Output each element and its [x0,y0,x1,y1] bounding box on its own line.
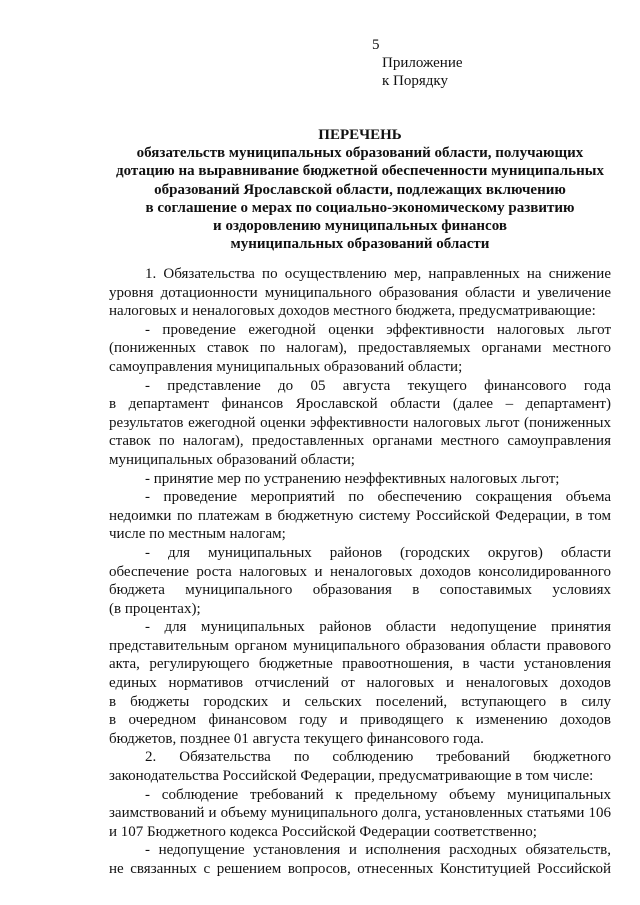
body-line: в департамент финансов Ярославской области (далее – департамент) [109,396,611,413]
body-line: представительным органом муниципального образования области правового [109,637,611,654]
document-body [109,265,611,879]
body-line: уровня дотационности муниципального образования области и увеличение [109,284,611,301]
body-line: - для муниципальных районов области недопущение принятия [145,619,611,636]
body-line: бюджета муниципального образования в сопоставимых условиях [109,582,611,599]
body-line: в бюджеты городских и сельских поселений, вступающего в силу [109,693,611,710]
body-line: и 107 Бюджетного кодекса Российской Федерации соответственно; [109,823,537,840]
page-number: 5 [372,37,380,53]
appendix-line-2: к Порядку [382,73,448,89]
body-line: (пониженных ставок по налогам), предоставляемых органами местного [109,340,611,357]
body-line: числе по местным налогам; [109,526,286,543]
body-line: - принятие мер по устранению неэффективных налоговых льгот; [145,470,560,487]
body-line: - проведение ежегодной оценки эффективности налоговых льгот [145,321,611,338]
heading-line: и оздоровлению муниципальных финансов [213,218,507,235]
heading-line: обязательств муниципальных образований области, получающих [136,145,584,162]
body-line: - проведение мероприятий по обеспечению сокращения объема [145,489,611,506]
body-line: 2. Обязательства по соблюдению требований бюджетного [145,749,611,766]
heading-title: ПЕРЕЧЕНЬ [318,127,402,143]
body-line: обеспечение роста налоговых и неналоговых доходов консолидированного [109,563,611,580]
body-line: заимствований и объему муниципального долга, установленных статьями 106 [109,805,611,822]
body-line: акта, регулирующего бюджетные правоотношения, в части установления [109,656,611,673]
heading-line: в соглашение о мерах по социально-экономическому развитию [145,199,575,216]
body-line: (в процентах); [109,600,201,617]
heading-line: дотацию на выравнивание бюджетной обеспеченности муниципальных [116,163,604,180]
appendix-caption [382,54,463,90]
body-line: - представление до 05 августа текущего финансового года [145,377,611,394]
body-line: не связанных с решением вопросов, отнесенных Конституцией Российской [109,861,611,877]
body-line: недоимки по платежам в бюджетную систему Российской Федерации, в том [109,507,611,524]
body-line: 1. Обязательства по осуществлению мер, направленных на снижение [145,266,611,282]
body-line: законодательства Российской Федерации, предусматривающие в том числе: [109,768,594,785]
body-line: бюджетов, позднее 01 августа текущего финансового года. [109,730,484,747]
body-line: ставок по налогам), предоставленных органами местного самоуправления [109,433,611,450]
body-line: муниципальных образований области; [109,451,355,468]
heading-line: образований Ярославской области, подлежащих включению [154,181,566,198]
body-line: самоуправления муниципальных образований области; [109,358,463,375]
body-line: единых нормативов отчислений от налоговых и неналоговых доходов [109,675,611,692]
body-line: - недопущение установления и исполнения расходных обязательств, [145,842,611,859]
body-line: в очередном финансовом году и приводящего к изменению доходов [109,712,611,729]
document-heading [80,126,640,253]
body-line: - соблюдение требований к предельному объему муниципальных [145,786,611,803]
appendix-line-1: Приложение [382,55,463,71]
body-line: - для муниципальных районов (городских округов) области [145,544,611,561]
body-line: налоговых и неналоговых доходов местного бюджета, предусматривающие: [109,303,596,320]
heading-line: муниципальных образований области [230,236,490,253]
body-line: результатов ежегодной оценки эффективности налоговых льгот (пониженных [109,414,611,431]
